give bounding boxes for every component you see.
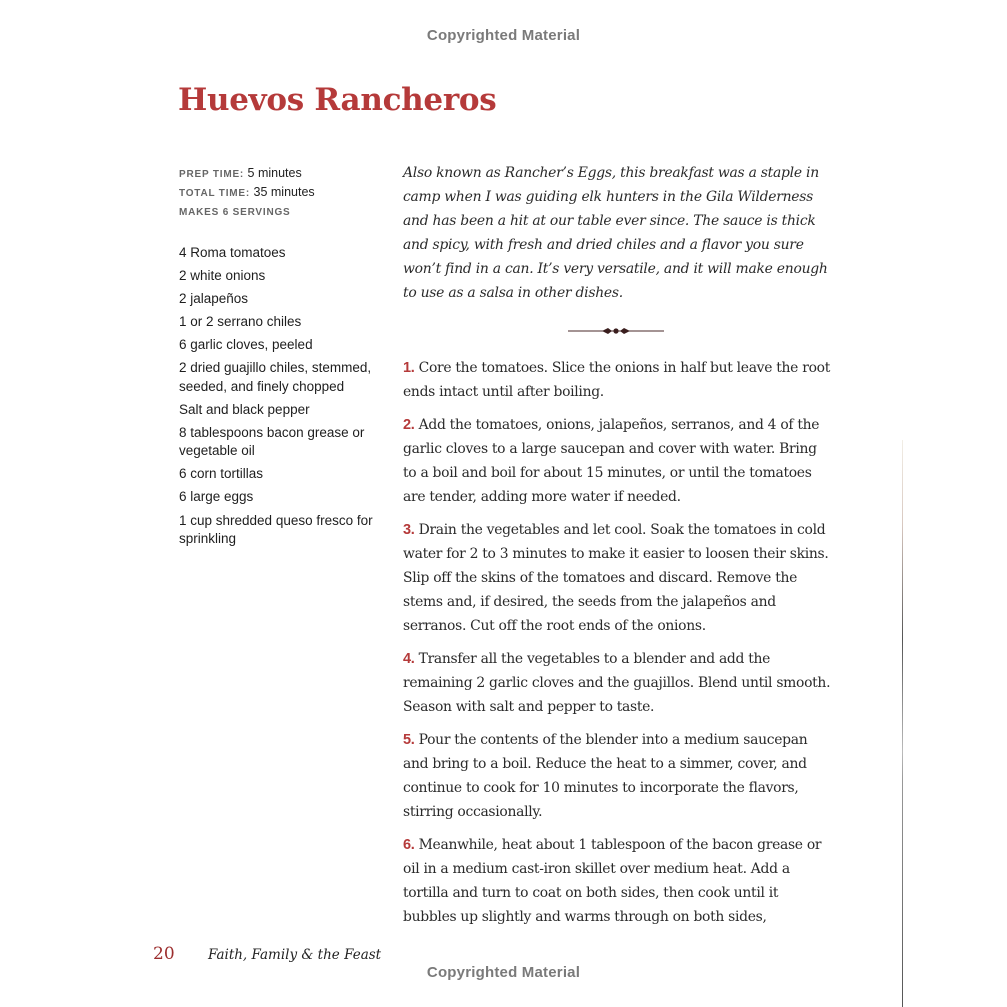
- step-item: [403, 413, 833, 509]
- total-time-value: 35 minutes: [253, 185, 315, 199]
- ingredient-item: 6 corn tortillas: [179, 466, 264, 482]
- recipe-meta: [179, 164, 315, 221]
- recipe-intro: Also known as Rancher’s Eggs, this breakfast was a staple in camp when I was guiding elk hunters in the Gila Wilderness and has been a hit at our table ever since. The sauce is thick and spicy, with fresh and dried chiles and a flavor you sure won’t find in a can. It’s very versatile, and it will make enough to use as a salsa in other dishes.: [403, 165, 828, 301]
- page-number: 20: [153, 944, 175, 964]
- prep-time: [179, 164, 315, 183]
- step-item: [403, 833, 833, 929]
- ingredients-list: [179, 244, 374, 553]
- step-text: Drain the vegetables and let cool. Soak the tomatoes in cold water for 2 to 3 minutes to make it easier to loosen their skins. Slip off the skins of the tomatoes and discard. Remove the stems and, if desired, the seeds from the jalapeños and serranos. Cut off the root ends of the onions.: [403, 522, 829, 634]
- divider-ornament-icon: [568, 324, 664, 338]
- ingredient-item: 8 tablespoons bacon grease or vegetable oil: [179, 424, 365, 459]
- step-text: Pour the contents of the blender into a medium saucepan and bring to a boil. Reduce the heat to a simmer, cover, and continue to cook for 10 minutes to incorporate the flavors, stirring occasionally.: [403, 732, 808, 820]
- step-item: [403, 356, 833, 404]
- step-number: 2.: [403, 417, 415, 433]
- page-edge-line: [902, 440, 903, 1007]
- step-number: 3.: [403, 522, 415, 538]
- prep-time-label: PREP TIME:: [179, 169, 245, 180]
- servings: [179, 202, 315, 221]
- ingredient-item: 1 cup shredded queso fresco for sprinkling: [179, 512, 373, 546]
- ingredient-item: 2 dried guajillo chiles, stemmed, seeded, and finely chopped: [179, 360, 372, 394]
- steps-list: [403, 356, 833, 938]
- step-item: [403, 518, 833, 638]
- step-number: 1.: [403, 360, 415, 376]
- step-number: 6.: [403, 837, 415, 853]
- recipe-title: Huevos Rancheros: [178, 82, 497, 118]
- step-number: 4.: [403, 651, 415, 667]
- prep-time-value: 5 minutes: [247, 166, 302, 180]
- copyright-watermark-bottom: Copyrighted Material: [426, 964, 581, 981]
- step-item: [403, 647, 833, 719]
- running-footer-title: Faith, Family & the Feast: [208, 947, 382, 963]
- ingredient-item: 2 white onions: [179, 268, 266, 284]
- ingredient-item: 1 or 2 serrano chiles: [179, 314, 302, 330]
- step-item: [403, 728, 833, 824]
- servings-label: MAKES 6 SERVINGS: [179, 207, 291, 218]
- step-text: Add the tomatoes, onions, jalapeños, serranos, and 4 of the garlic cloves to a large saucepan and cover with water. Bring to a boil and boil for about 15 minutes, or until the tomatoes are tender, adding more water if needed.: [403, 417, 820, 505]
- total-time-label: TOTAL TIME:: [179, 188, 251, 199]
- ingredient-item: 2 jalapeños: [179, 291, 249, 307]
- ingredient-item: Salt and black pepper: [179, 401, 310, 417]
- step-text: Meanwhile, heat about 1 tablespoon of the bacon grease or oil in a medium cast-iron skillet over medium heat. Add a tortilla and turn to coat on both sides, then cook until it bubbles up slightly and warms through on both sides,: [403, 837, 822, 925]
- ingredient-item: 6 large eggs: [179, 489, 254, 505]
- total-time: [179, 183, 315, 202]
- ingredient-item: 4 Roma tomatoes: [179, 245, 286, 260]
- step-text: Core the tomatoes. Slice the onions in half but leave the root ends intact until after boiling.: [403, 360, 830, 400]
- step-number: 5.: [403, 732, 415, 748]
- ingredient-item: 6 garlic cloves, peeled: [179, 337, 313, 353]
- copyright-watermark-top: Copyrighted Material: [426, 27, 581, 44]
- step-text: Transfer all the vegetables to a blender and add the remaining 2 garlic cloves and the guajillos. Blend until smooth. Season with salt and pepper to taste.: [403, 651, 831, 715]
